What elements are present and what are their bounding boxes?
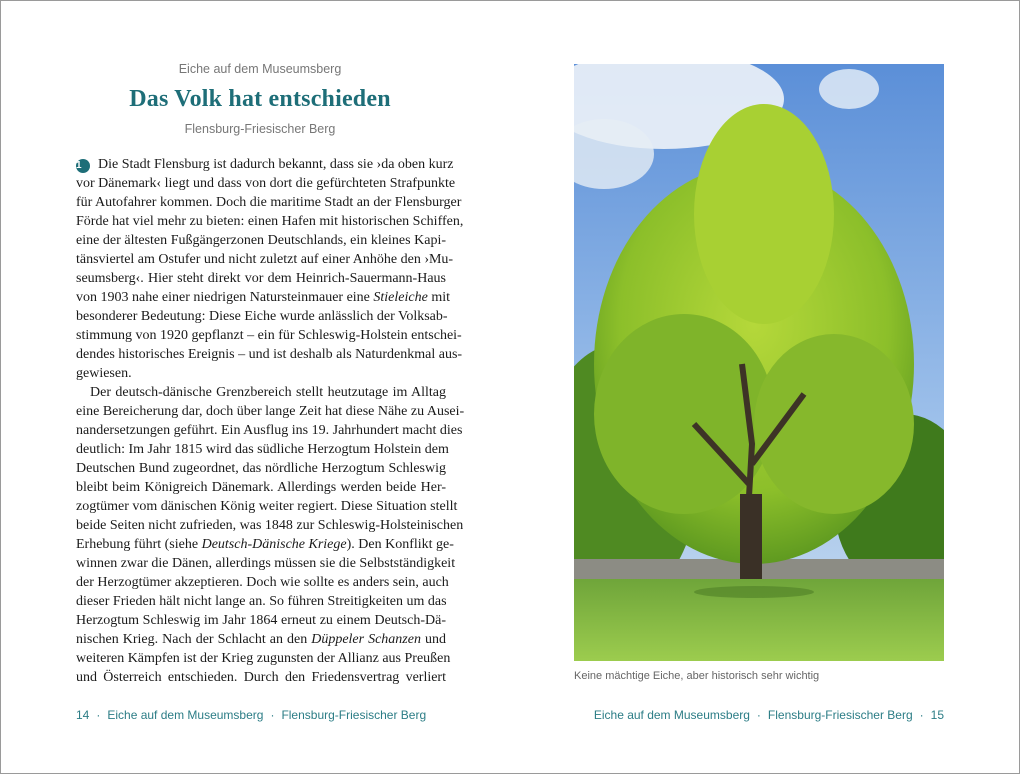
text-line: dendes historisches Ereignis – und ist deshalb als Naturdenkmal aus- bbox=[76, 347, 463, 362]
text-line: vor Dänemark‹ liegt und dass von dort die gefürchteten Strafpunkte bbox=[76, 176, 456, 191]
text-line: zogtümer vom dänischen König weiter regiert. Diese Situation stellt bbox=[76, 499, 458, 514]
page-title: Das Volk hat entschieden bbox=[129, 86, 391, 112]
text-line: Förde hat viel mehr zu bieten: einen Hafen mit historischen Schiffen, bbox=[76, 214, 464, 229]
text-line: gewiesen. bbox=[76, 366, 132, 381]
location-marker-badge: 1 bbox=[76, 159, 90, 173]
text-line: besonderer Bedeutung: Diese Eiche wurde anlässlich der Volksab- bbox=[76, 309, 448, 324]
separator: · bbox=[270, 708, 275, 722]
footer-location: Flensburg-Friesischer Berg bbox=[767, 708, 913, 722]
text-line: winnen zwar die Dänen, allerdings müssen sie die Selbstständigkeit bbox=[76, 556, 456, 571]
text-line: bleibt beim Königreich Dänemark. Allerdings werden beide Her- bbox=[76, 480, 446, 495]
footer-section: Eiche auf dem Museumsberg bbox=[593, 708, 750, 722]
text-line: nischen Krieg. Nach der Schlacht an den Düppeler Schanzen und bbox=[76, 632, 446, 647]
page-number: 15 bbox=[930, 708, 944, 722]
text-line: Erhebung führt (siehe Deutsch-Dänische Kriege). Den Konflikt ge- bbox=[76, 537, 454, 552]
section-kicker: Eiche auf dem Museumsberg bbox=[178, 62, 342, 76]
text-line: der Herzogtümer akzeptieren. Doch wie sollte es anders sein, auch bbox=[76, 575, 449, 590]
emphasized-term: Deutsch-Dänische Kriege bbox=[201, 537, 347, 552]
footer-left bbox=[76, 708, 426, 722]
oak-tree-photo bbox=[574, 64, 944, 661]
text-line: Der deutsch-dänische Grenzbereich stellt heutzutage im Alltag bbox=[90, 385, 446, 400]
emphasized-term: Düppeler Schanzen bbox=[311, 632, 421, 647]
text-line: Herzogtum Schleswig im Jahr 1864 erneut zu einem Deutsch-Dä- bbox=[76, 613, 446, 628]
text-line: Deutschen Bund zugeordnet, das nördliche Herzogtum Schleswig bbox=[76, 461, 446, 476]
location-subtitle: Flensburg-Friesischer Berg bbox=[184, 122, 336, 136]
text-line: für Autofahrer kommen. Doch die maritime Stadt an der Flensburger bbox=[76, 195, 462, 210]
footer-section: Eiche auf dem Museumsberg bbox=[107, 708, 264, 722]
page-number: 14 bbox=[76, 708, 90, 722]
text-line: von 1903 nahe einer niedrigen Natursteinmauer eine Stieleiche mit bbox=[76, 290, 450, 305]
text-line: seumsberg‹. Hier steht direkt vor dem Heinrich-Sauermann-Haus bbox=[76, 271, 446, 286]
footer-right bbox=[594, 708, 944, 722]
text-line: nandersetzungen geführt. Ein Ausflug ins 19. Jahrhundert macht dies bbox=[76, 423, 463, 438]
text-line: weiteren Kämpfen ist der Krieg zugunsten der Allianz aus Preußen bbox=[76, 651, 451, 666]
text-line: tänsviertel am Ostufer und nicht zuletzt auf einer Anhöhe den ›Mu- bbox=[76, 252, 454, 267]
separator: · bbox=[756, 708, 761, 722]
emphasized-term: Stieleiche bbox=[373, 290, 428, 305]
text-line: beide Seiten nicht zufrieden, was 1848 zur Schleswig-Holsteinischen bbox=[76, 518, 464, 533]
footer-location: Flensburg-Friesischer Berg bbox=[281, 708, 427, 722]
text-line: 1 Die Stadt Flensburg ist dadurch bekannt, dass sie ›da oben kurz bbox=[76, 157, 454, 172]
text-line: und Österreich entschieden. Durch den Friedensvertrag verliert bbox=[76, 670, 446, 685]
separator: · bbox=[96, 708, 101, 722]
text-line: dieser Frieden hält nicht lange an. So führen Streitigkeiten um das bbox=[76, 594, 447, 609]
photo-caption: Keine mächtige Eiche, aber historisch sehr wichtig bbox=[574, 670, 820, 682]
text-line: deutlich: Im Jahr 1815 wird das südliche Herzogtum Holstein dem bbox=[76, 442, 449, 457]
text-line: stimmung von 1920 gepflanzt – ein für Schleswig-Holstein entschei- bbox=[76, 328, 462, 343]
separator: · bbox=[919, 708, 924, 722]
text-line: eine der ältesten Fußgängerzonen Deutschlands, ein kleines Kapi- bbox=[76, 233, 446, 248]
text-line: eine Bereicherung dar, doch über lange Zeit hat diese Nähe zu Ausei- bbox=[76, 404, 465, 419]
body-text bbox=[76, 155, 465, 687]
